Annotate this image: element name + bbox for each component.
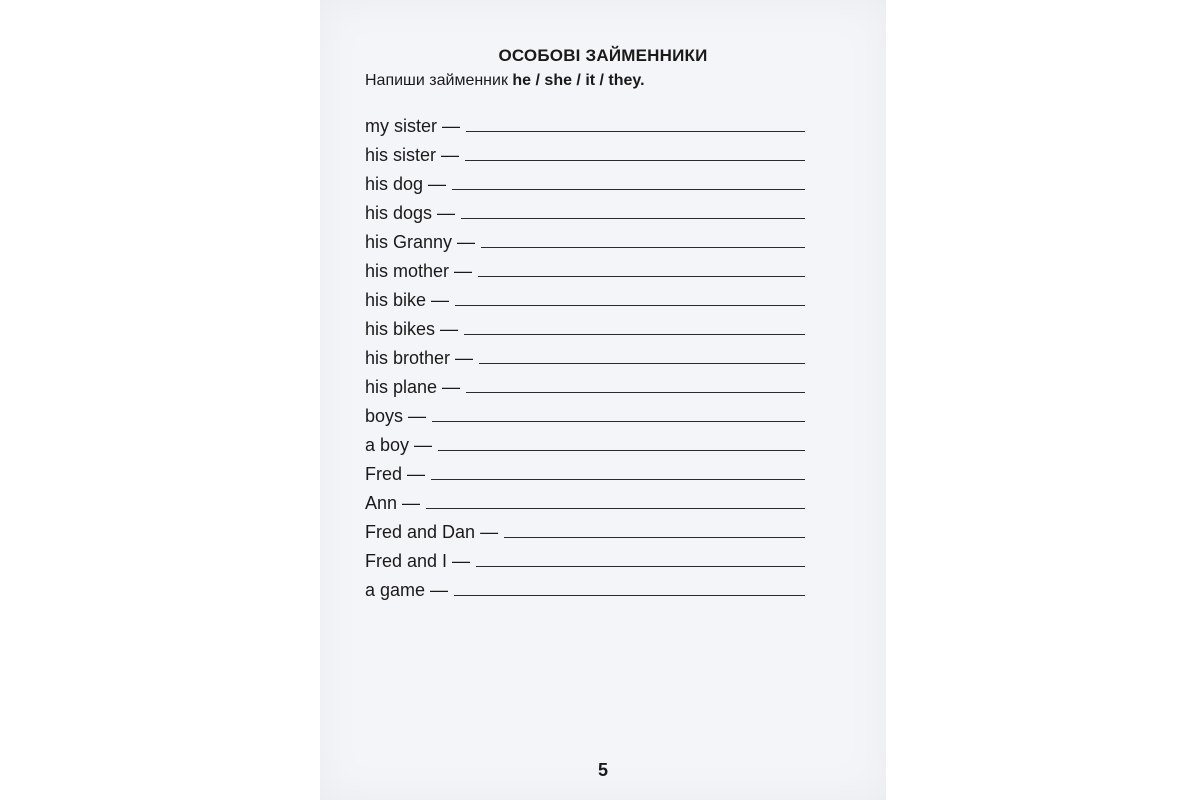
exercise-label: Fred — [365, 464, 426, 484]
exercise-row [365, 224, 805, 253]
exercise-row [365, 166, 805, 195]
answer-blank[interactable] [454, 577, 805, 596]
exercise-label: his mother — [365, 261, 473, 281]
exercise-label: a game — [365, 580, 449, 600]
exercise-label: my sister — [365, 116, 461, 136]
answer-blank[interactable] [465, 142, 805, 161]
exercise-label: boys — [365, 406, 427, 426]
answer-blank[interactable] [455, 287, 805, 306]
exercise-label: Fred and I — [365, 551, 471, 571]
instruction-text [365, 72, 645, 90]
exercise-row [365, 456, 805, 485]
answer-blank[interactable] [481, 229, 805, 248]
exercise-label: his plane — [365, 377, 461, 397]
answer-blank[interactable] [466, 113, 805, 132]
exercise-row [365, 398, 805, 427]
exercise-row [365, 108, 805, 137]
instruction-pronouns: he / she / it / they. [512, 72, 645, 89]
exercise-row [365, 311, 805, 340]
answer-blank[interactable] [438, 432, 805, 451]
worksheet-page [320, 0, 886, 800]
exercise-row [365, 572, 805, 601]
exercise-list [365, 108, 805, 601]
exercise-row [365, 137, 805, 166]
answer-blank[interactable] [461, 200, 805, 219]
exercise-label: his sister — [365, 145, 460, 165]
exercise-label: his Granny — [365, 232, 476, 252]
page-number: 5 [597, 760, 608, 780]
exercise-row [365, 543, 805, 572]
answer-blank[interactable] [432, 403, 805, 422]
exercise-label: his bike — [365, 290, 450, 310]
exercise-label: his bikes — [365, 319, 459, 339]
exercise-row [365, 282, 805, 311]
exercise-label: Fred and Dan — [365, 522, 499, 542]
exercise-label: Ann — [365, 493, 421, 513]
exercise-label: his dogs — [365, 203, 456, 223]
exercise-label: his dog — [365, 174, 447, 194]
exercise-row [365, 340, 805, 369]
exercise-row [365, 514, 805, 543]
answer-blank[interactable] [478, 258, 805, 277]
exercise-row [365, 485, 805, 514]
exercise-row [365, 253, 805, 282]
exercise-row [365, 369, 805, 398]
page-title: ОСОБОВІ ЗАЙМЕННИКИ [498, 46, 708, 65]
exercise-row [365, 427, 805, 456]
exercise-label: his brother — [365, 348, 474, 368]
exercise-row [365, 195, 805, 224]
answer-blank[interactable] [426, 490, 805, 509]
answer-blank[interactable] [431, 461, 805, 480]
answer-blank[interactable] [476, 548, 805, 567]
answer-blank[interactable] [464, 316, 805, 335]
answer-blank[interactable] [479, 345, 805, 364]
exercise-label: a boy — [365, 435, 433, 455]
instruction-prefix: Напиши займенник [365, 72, 513, 89]
answer-blank[interactable] [452, 171, 805, 190]
answer-blank[interactable] [504, 519, 805, 538]
answer-blank[interactable] [466, 374, 805, 393]
